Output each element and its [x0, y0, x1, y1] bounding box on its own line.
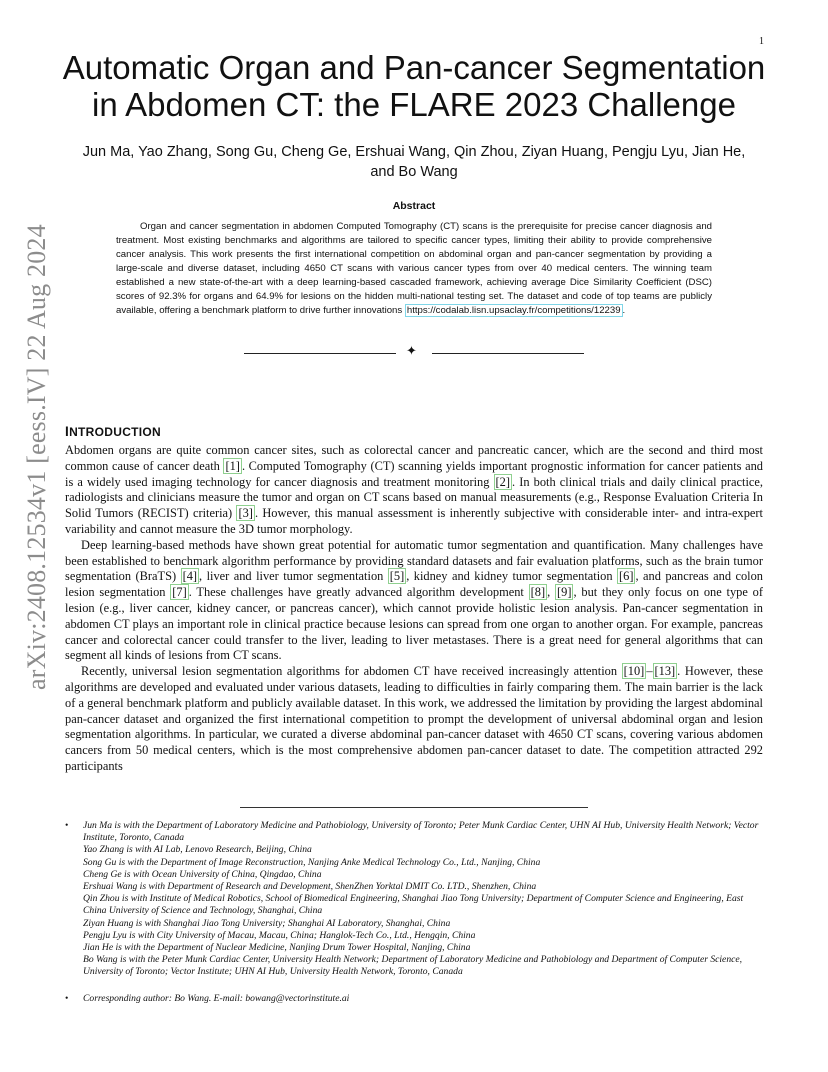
title-line-1: Automatic Organ and Pan-cancer Segmentation	[62, 49, 766, 86]
affiliation-line: Pengju Lyu is with City University of Macau, Macau, China; Hanglok-Tech Co., Ltd., Hengqin, China	[83, 929, 476, 941]
intro-paragraph-3	[65, 664, 763, 775]
citation-link[interactable]: [7]	[172, 585, 187, 600]
intro-paragraph-1	[65, 443, 763, 538]
authors-line-1: Jun Ma, Yao Zhang, Song Gu, Cheng Ge, Ershuai Wang, Qin Zhou, Ziyan Huang, Pengju Lyu, Jian He,	[82, 144, 746, 160]
affiliation-line: Bo Wang is with the Peter Munk Cardiac Center, University Health Network; Department of Laboratory Medicine and Pathobiology and Department of Computer Science, University of Toronto; Vector Institute; UHN AI Hub, University Health Network, Toronto, Canada	[83, 954, 743, 978]
text-run: . These challenges have greatly advanced algorithm development	[188, 585, 529, 600]
heading-rest: NTRODUCTION	[69, 425, 162, 439]
citation-link[interactable]: [2]	[495, 474, 510, 489]
citation-link[interactable]: [10]	[623, 664, 645, 679]
citation-link[interactable]: [6]	[619, 569, 634, 584]
citation-link[interactable]: [4]	[182, 569, 198, 584]
affiliation-line: Jian He is with the Department of Nuclear Medicine, Nanjing Drum Tower Hospital, Nanjing, China	[83, 942, 471, 954]
abstract-text: Organ and cancer segmentation in abdomen Computed Tomography (CT) scans is the prerequisite for precise cancer diagnosis and treatment. Most existing benchmarks and algorithms are tailored to specific cancer types, limiting their ability to provide comprehensive cancer analysis. This work presents the first international competition on abdominal organ and pan-cancer segmentation by providing a large-scale and diverse dataset, including 4650 CT scans with various cancer types from over 40 medical centers. The winning team established a new state-of-the-art with a deep learning-based cascaded framework, achieving average Dice Similarity Coefficient (DSC) scores of 92.3% for organs and 64.9% for lesions on the hidden multi-national testing set. The dataset and code of top teams are publicly available, offering a benchmark platform to drive further innovations	[116, 221, 712, 316]
bullet-icon: •	[65, 820, 69, 831]
footnote-rule	[240, 807, 588, 808]
abstract-body	[116, 220, 712, 318]
abstract-heading: Abstract	[392, 200, 436, 212]
affiliations-footnote	[65, 820, 763, 979]
text-run: Abdomen organs are quite common cancer sites, such as colorectal cancer and pancreatic cancer, which are the second and third most common cause of cancer death	[65, 443, 763, 473]
citation-link[interactable]: [13]	[654, 664, 676, 679]
text-run: , liver and liver tumor segmentation	[199, 569, 388, 584]
affiliation-line: Ziyan Huang is with Shanghai Jiao Tong University; Shanghai AI Laboratory, Shanghai, China	[83, 917, 451, 929]
citation-link[interactable]: [1]	[225, 458, 240, 473]
text-run: Deep learning-based methods have shown great potential for automatic tumor segmentation and quantification. Many challenges have been established to benchmark algorithm performance by providing standard datasets and fair evaluation platforms, such as the brain tumor segmentation (BraTS)	[65, 537, 763, 584]
text-run: , and pancreas and colon lesion segmentation	[65, 569, 763, 600]
text-run: Recently, universal lesion segmentation algorithms for abdomen CT have received increasingly attention	[81, 664, 622, 679]
text-run: , but they only focus on one type of lesion (e.g., liver cancer, kidney cancer, or pancreas cancer), which cannot provide holistic lesion analysis. Pan-cancer segmentation in abdomen CT plays an important role in clinical practice because lesions can spread from one organ to another organ. For example, pancreas cancer and colorectal cancer could transfer to the liver, leading to liver metastases. There is a great need for general algorithms that can segment all kinds of lesions from CT scans.	[65, 585, 763, 663]
citation-link[interactable]: [3]	[238, 506, 253, 521]
affiliation-line: Ershuai Wang is with Department of Research and Development, ShenZhen Yorktal DMIT Co. LTD., Shenzhen, China	[83, 881, 537, 893]
affiliation-line: Song Gu is with the Department of Image Reconstruction, Nanjing Anke Medical Technology Co., Ltd., Nanjing, China	[83, 856, 541, 868]
affiliation-line: Yao Zhang is with AI Lab, Lenovo Research, Beijing, China	[83, 844, 312, 856]
competition-link[interactable]: https://codalab.lisn.upsaclay.fr/competitions/12239	[406, 305, 621, 316]
text-run: . However, these algorithms are developed and evaluated under various datasets, leading to difficulties in fairly comparing them. The main barrier is the lack of a general benchmark platform and publicly available dataset. In this work, we addressed the limitation by providing the largest abdominal pan-cancer dataset and organized the first international competition to prompt the development of universal abdominal organ and lesion segmentation algorithms. In particular, we curated a diverse abdominal pan-cancer dataset with 4650 CT scans, covering various abdomen cancers from 50 medical centers, which is the most comprehensive abdomen pan-cancer dataset to date. The competition attracted 292 participants	[65, 664, 763, 773]
citation-link[interactable]: [9]	[557, 585, 572, 600]
text-run: . In both clinical trials and daily clinical practice, radiologists and clinicians measure the tumor and organ on CT scans based on manual measurements (e.g., Response Evaluation Criteria In Solid Tumors (RECIST) criteria)	[65, 474, 763, 521]
footnotes	[65, 820, 763, 1005]
affiliation-line: Jun Ma is with the Department of Laboratory Medicine and Pathobiology, University of Toronto; Peter Munk Cardiac Center, UHN AI Hub, University Health Network; Vector Institute, Toronto, Canada	[83, 820, 759, 844]
text-run: ,	[547, 585, 556, 600]
author-list	[60, 143, 768, 182]
citation-link[interactable]: [8]	[530, 585, 546, 600]
intro-paragraph-2	[65, 538, 763, 664]
divider-line-right	[432, 353, 584, 354]
paper-title	[40, 50, 788, 124]
bullet-icon: •	[65, 992, 69, 1004]
citation-link[interactable]: [5]	[389, 569, 405, 584]
affiliation-line: Qin Zhou is with Institute of Medical Robotics, School of Biomedical Engineering, Shanghai Jiao Tong University; Department of Computer Science and Engineering, East China University of Science and Technology, Shanghai, China	[83, 893, 744, 917]
section-divider	[244, 344, 584, 359]
affiliation-line: Cheng Ge is with Ocean University of China, Qingdao, China	[83, 868, 322, 880]
divider-star-icon: ✦	[406, 344, 417, 359]
text-run: –	[646, 664, 653, 679]
authors-line-2: and Bo Wang	[370, 163, 458, 180]
page-number: 1	[759, 36, 764, 47]
corresponding-author: Corresponding author: Bo Wang. E-mail: bowang@vectorinstitute.ai	[83, 992, 350, 1004]
introduction-heading	[65, 424, 161, 439]
text-run: . Computed Tomography (CT) scanning yields important prognostic information for cancer patients and is a widely used imaging technology for cancer diagnosis and treatment monitoring	[65, 458, 763, 489]
corresponding-author-footnote	[65, 993, 763, 1005]
text-run: , kidney and kidney tumor segmentation	[406, 569, 618, 584]
heading-initial: I	[65, 424, 70, 439]
arxiv-identifier-stamp: arXiv:2408.12534v1 [eess.IV] 22 Aug 2024	[22, 224, 51, 690]
divider-line-left	[244, 353, 396, 354]
introduction-body	[65, 443, 763, 775]
title-line-2: in Abdomen CT: the FLARE 2023 Challenge	[92, 85, 736, 123]
text-run: . However, this manual assessment is inherently subjective with considerable inter- and intra-expert variability and cannot measure the 3D tumor morphology.	[65, 506, 763, 536]
abstract-end: .	[622, 305, 626, 316]
